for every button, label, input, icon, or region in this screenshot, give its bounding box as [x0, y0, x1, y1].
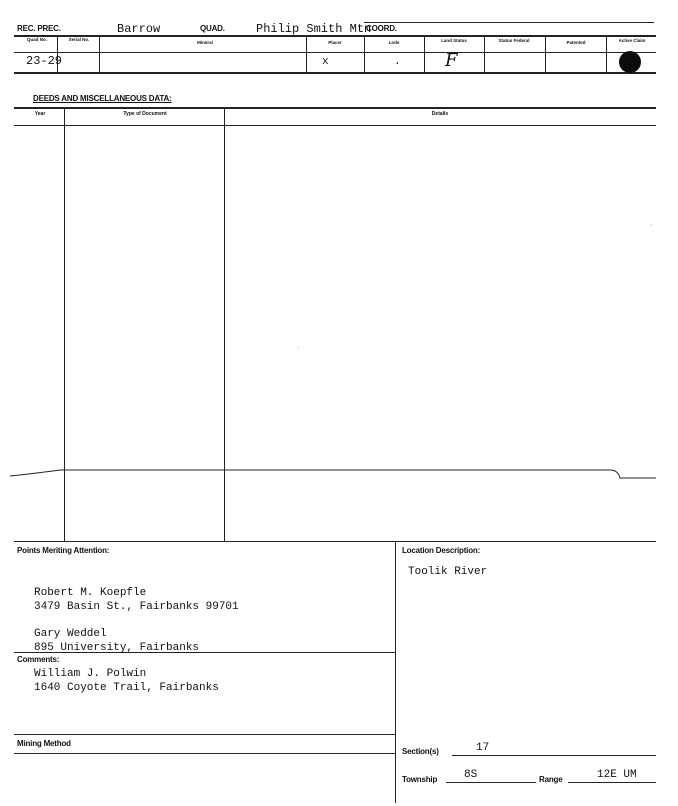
deeds-col-details: Details	[431, 111, 449, 117]
col-div-6	[484, 36, 485, 73]
col-head-land-status: Land Status	[441, 38, 467, 43]
points-line-3: Gary Weddel	[34, 628, 107, 640]
comments-line-2: 1640 Coyote Trail, Fairbanks	[34, 682, 219, 694]
col-div-2	[99, 36, 100, 73]
mining-top-rule	[14, 734, 396, 735]
active-claim-dot	[619, 51, 641, 73]
bottom-center-divider	[395, 541, 396, 803]
comments-line-1: William J. Polwin	[34, 668, 147, 680]
header-table-top	[14, 35, 656, 37]
scan-speck-right: ·	[650, 222, 653, 229]
comments-label: Comments:	[17, 655, 60, 664]
points-line-1: Robert M. Koepfle	[34, 587, 147, 599]
col-head-patented: Patented	[566, 40, 586, 45]
col-div-8	[606, 36, 607, 73]
col-div-4	[364, 36, 365, 73]
rec-prec-value: Barrow	[117, 22, 161, 36]
header-table-bottom	[14, 72, 656, 74]
deeds-col-type: Type of Document	[123, 111, 167, 117]
comments-top-rule	[14, 652, 396, 653]
deeds-title: DEEDS AND MISCELLANEOUS DATA:	[33, 94, 172, 103]
placer-value: x	[322, 56, 329, 68]
lode-value: .	[394, 56, 401, 68]
col-div-3	[306, 36, 307, 73]
deeds-header-bottom	[14, 125, 656, 126]
township-value: 8S	[464, 769, 478, 781]
col-head-status-federal: Status Federal	[498, 38, 530, 43]
section-underline	[452, 755, 656, 756]
bottom-section-top	[14, 541, 656, 542]
mining-method-label: Mining Method	[17, 739, 71, 748]
township-label: Township	[402, 775, 438, 784]
header-table-sub	[14, 52, 656, 53]
deeds-header-top	[14, 107, 656, 109]
range-underline	[568, 782, 656, 783]
rec-prec-label: REC. PREC.	[17, 24, 61, 33]
township-underline	[446, 782, 536, 783]
deeds-col-year: Year	[34, 111, 46, 117]
range-label: Range	[539, 775, 563, 784]
points-line-4: 895 University, Fairbanks	[34, 642, 200, 654]
range-value: 12E UM	[597, 769, 637, 781]
section-label: Section(s)	[402, 747, 439, 756]
coord-label: COORD.	[366, 24, 397, 33]
location-value: Toolik River	[408, 566, 488, 578]
col-head-quad-no: Quad No.	[27, 37, 47, 42]
location-label: Location Description:	[402, 546, 481, 555]
quad-no-value: 23-29	[26, 54, 63, 68]
col-div-5	[424, 36, 425, 73]
coord-top-rule	[364, 22, 654, 23]
col-head-placer: Placer	[328, 40, 342, 45]
col-head-serial-no: Serial No.	[68, 37, 90, 42]
mining-bottom-rule	[14, 753, 396, 754]
quad-value: Philip Smith Mtn	[256, 22, 372, 36]
col-head-active-claim: Active Claim	[618, 38, 646, 43]
points-line-2: 3479 Basin St., Fairbanks 99701	[34, 601, 239, 613]
scan-speck: ·	[297, 344, 300, 351]
quad-label: QUAD.	[200, 24, 225, 33]
points-label: Points Meriting Attention:	[17, 546, 110, 555]
land-status-value: F	[445, 50, 458, 71]
col-div-7	[545, 36, 546, 73]
section-value: 17	[476, 742, 490, 754]
col-head-lode: Lode	[388, 40, 400, 45]
col-head-mineral: Mineral	[197, 40, 213, 45]
fold-line	[0, 460, 678, 490]
